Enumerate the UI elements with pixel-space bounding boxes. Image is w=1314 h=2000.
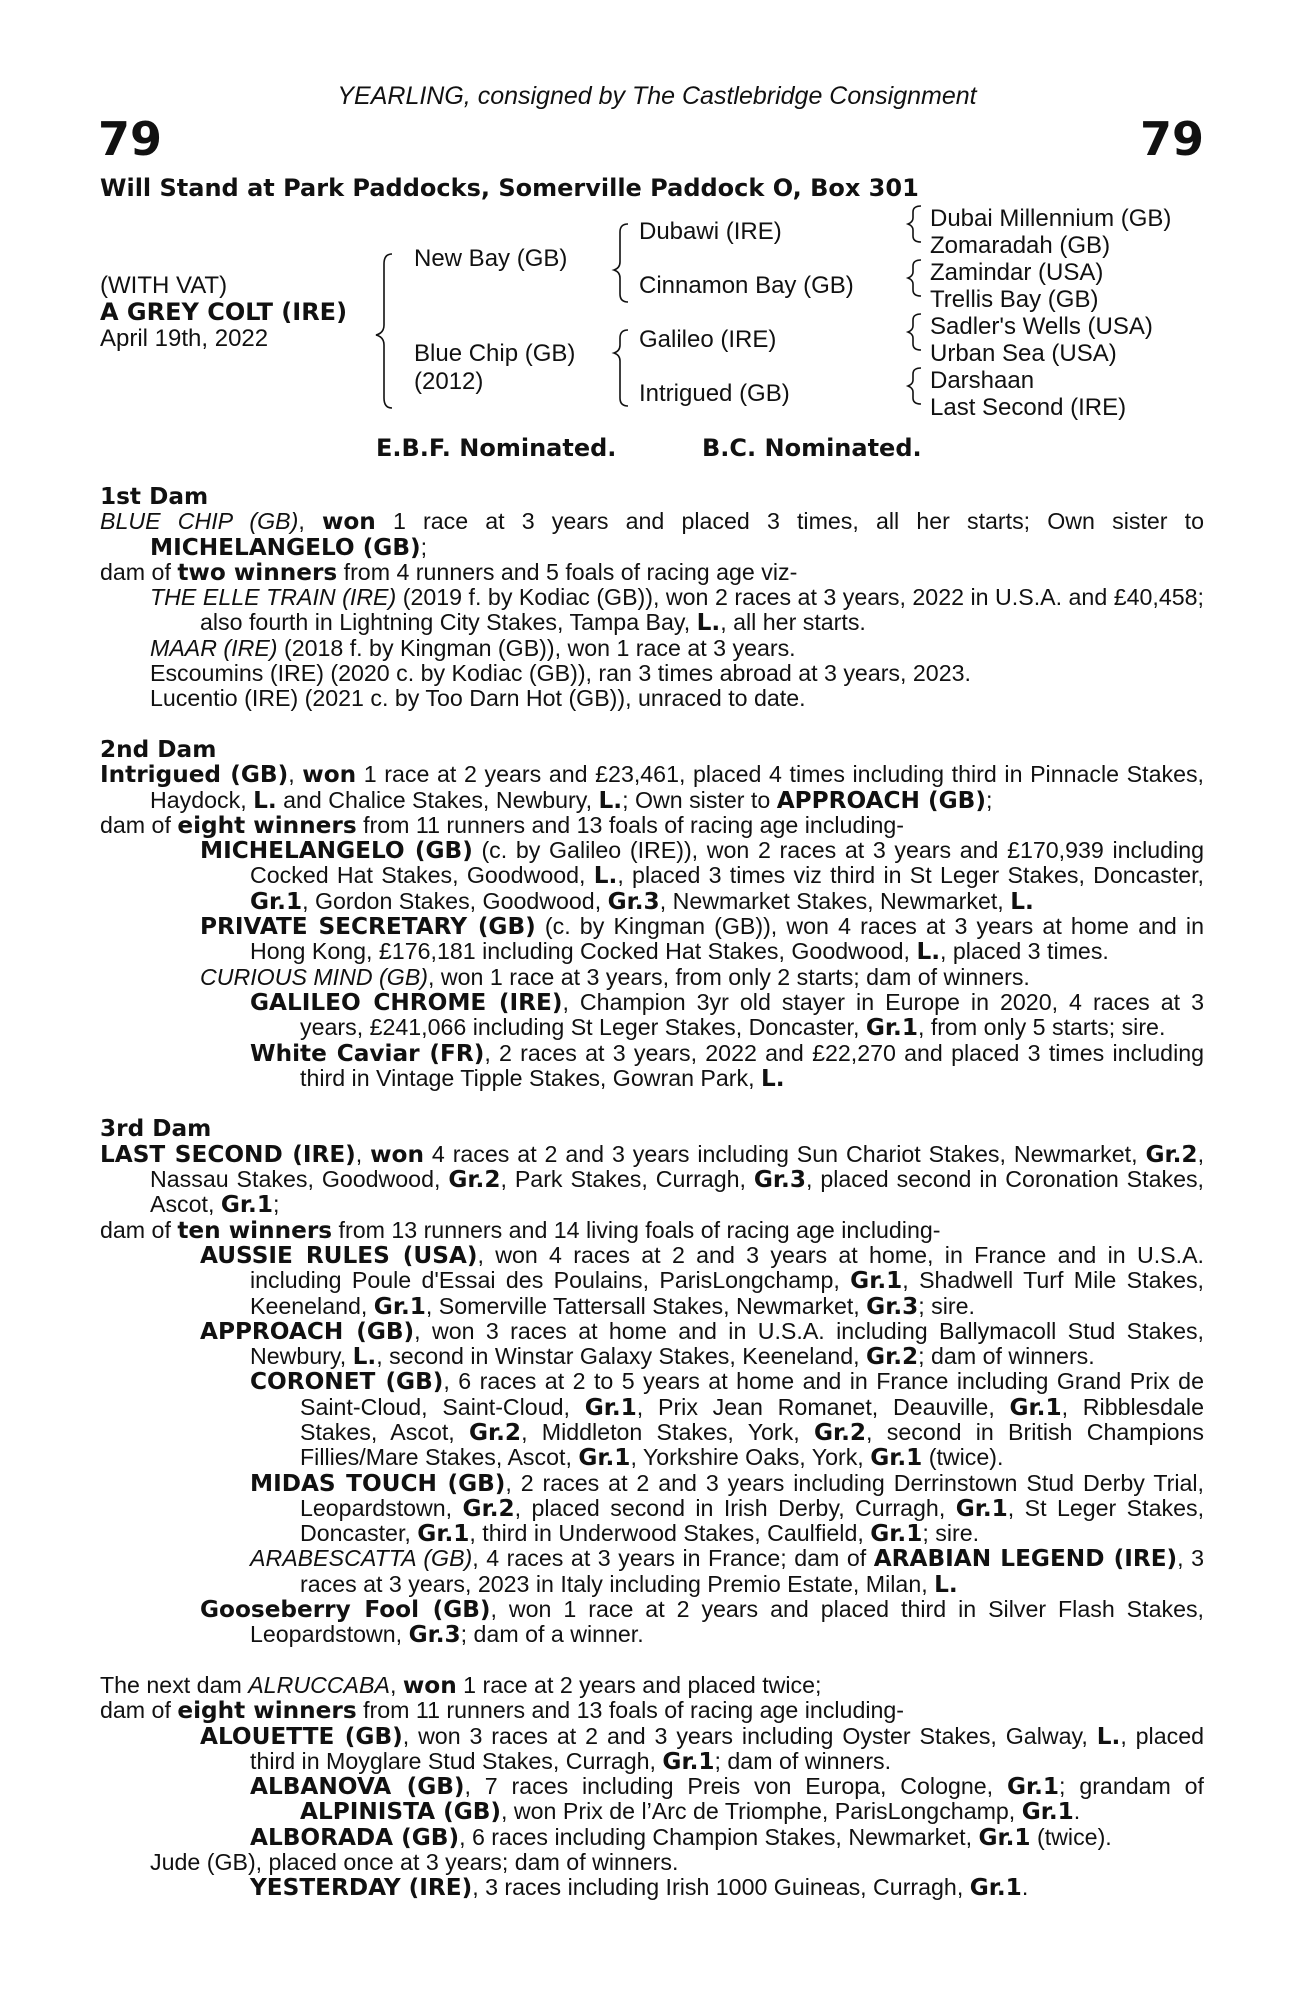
grandproduce-entry: ARABESCATTA (GB), 4 races at 3 years in France; dam of ARABIAN LEGEND (IRE), 3 races at 3 years, 2023 in Italy including Premio Estate, Milan, L. (250, 1545, 1205, 1598)
produce-entry: AUSSIE RULES (USA), won 4 races at 2 and 3 years at home, in France and in U.S.A. including Poule d'Essai des Poulains, ParisLongchamp, Gr.1, Shadwell Turf Mile Stakes, Keeneland, Gr.1, Somerville Tattersall Stakes, Newmarket, Gr.3; sire. (200, 1241, 1204, 1320)
pedigree-dam-year: (2012) (414, 368, 484, 395)
pedigree-sss: Dubai Millennium (GB) (930, 205, 1172, 232)
bc-nomination: B.C. Nominated. (702, 434, 922, 462)
pedigree-sire-sire: Dubawi (IRE) (639, 218, 782, 245)
produce-entry: PRIVATE SECRETARY (GB) (c. by Kingman (GB)), won 4 races at 3 years at home and in Hong Kong, £176,181 including Cocked Hat Stakes, Goodwood, L., placed 3 times. (200, 913, 1204, 966)
third-dam-record: LAST SECOND (IRE), won 4 races at 2 and 3 years including Sun Chariot Stakes, Newmarket, Gr.2, Nassau Stakes, Goodwood, Gr.2, Park Stakes, Curragh, Gr.3, placed second in Coronation Stakes, Ascot, Gr.1; (100, 1140, 1205, 1219)
grandproduce-entry: YESTERDAY (IRE), 3 races including Irish 1000 Guineas, Curragh, Gr.1. (250, 1874, 1029, 1902)
lot-number-right: 79 (1139, 112, 1204, 166)
next-dam-record: The next dam ALRUCCABA, won 1 race at 2 years and placed twice; (100, 1671, 822, 1699)
produce-entry: Escoumins (IRE) (2020 c. by Kodiac (GB)), ran 3 times abroad at 3 years, 2023. (150, 660, 971, 687)
grandproduce-entry: CORONET (GB), 6 races at 2 to 5 years at home and in France including Grand Prix de Saint-Cloud, Saint-Cloud, Gr.1, Prix Jean Romanet, Deauville, Gr.1, Ribblesdale Stakes, Ascot, Gr.2, Middleton Stakes, York, Gr.2, second in British Champions Fillies/Mare Stakes, Ascot, Gr.1, Yorkshire Oaks, York, Gr.1 (twice). (250, 1368, 1204, 1472)
pedigree-dsd: Urban Sea (USA) (930, 340, 1117, 367)
stand-location: Will Stand at Park Paddocks, Somerville Paddock O, Box 301 (100, 174, 919, 202)
pedigree-dds: Darshaan (930, 367, 1035, 394)
pedigree-dam-sire: Galileo (IRE) (639, 326, 777, 353)
vat-note: (WITH VAT) (100, 272, 228, 299)
pedigree-sdd: Trellis Bay (GB) (930, 286, 1099, 313)
pedigree-ssd: Zomaradah (GB) (930, 232, 1111, 259)
second-dam-heading: 2nd Dam (100, 735, 217, 763)
next-dam-produce-intro: dam of eight winners from 11 runners and 13 foals of racing age including- (100, 1697, 905, 1725)
first-dam-heading: 1st Dam (100, 483, 209, 510)
produce-entry: APPROACH (GB), won 3 races at home and in U.S.A. including Ballymacoll Stud Stakes, Newbury, L., second in Winstar Galaxy Stakes, Keeneland, Gr.2; dam of winners. (200, 1317, 1204, 1371)
pedigree-sire: New Bay (GB) (414, 245, 568, 272)
grandproduce-entry: MIDAS TOUCH (GB), 2 races at 2 and 3 years including Derrinstown Stud Derby Trial, Leopardstown, Gr.2, placed second in Irish Derby, Curragh, Gr.1, St Leger Stakes, Doncaster, Gr.1, third in Underwood Stakes, Caulfield, Gr.1; sire. (250, 1469, 1205, 1548)
produce-entry: Lucentio (IRE) (2021 c. by Too Darn Hot (GB)), unraced to date. (150, 685, 806, 712)
third-dam-produce-intro: dam of ten winners from 13 runners and 14 living foals of racing age including- (100, 1216, 941, 1244)
produce-entry: MAAR (IRE) (2018 f. by Kingman (GB)), won 1 race at 3 years. (150, 634, 796, 661)
grandproduce-entry: GALILEO CHROME (IRE), Champion 3yr old stayer in Europe in 2020, 4 races at 3 years, £241,066 including St Leger Stakes, Doncaster, Gr.1, from only 5 starts; sire. (250, 988, 1204, 1042)
grandproduce-entry: ALBORADA (GB), 6 races including Champion Stakes, Newmarket, Gr.1 (twice). (250, 1823, 1112, 1851)
ebf-nomination: E.B.F. Nominated. (376, 434, 617, 462)
lot-description: A GREY COLT (IRE) (100, 298, 348, 326)
second-dam-record: Intrigued (GB), won 1 race at 2 years and £23,461, placed 4 times including third in Pinnacle Stakes, Haydock, L. and Chalice Stakes, Newbury, L.; Own sister to APPROACH (GB); (100, 761, 1204, 814)
produce-entry: THE ELLE TRAIN (IRE) (2019 f. by Kodiac (GB)), won 2 races at 3 years, 2022 in U.S.A. and £40,458; also fourth in Lightning City Stakes, Tampa Bay, L., all her starts. (150, 584, 1204, 637)
produce-entry: ALOUETTE (GB), won 3 races at 2 and 3 years including Oyster Stakes, Galway, L., placed third in Moyglare Stud Stakes, Curragh, Gr.1; dam of winners. (200, 1722, 1204, 1775)
produce-entry: Jude (GB), placed once at 3 years; dam of winners. (150, 1849, 679, 1876)
catalogue-page-body (100, 484, 1204, 1901)
third-dam-heading: 3rd Dam (100, 1115, 212, 1143)
first-dam-name: BLUE CHIP (GB) (100, 508, 299, 535)
pedigree-dam-dam: Intrigued (GB) (639, 380, 790, 407)
pedigree-ddd: Last Second (IRE) (930, 394, 1127, 421)
pedigree-dss: Sadler's Wells (USA) (930, 313, 1153, 340)
first-dam-record: BLUE CHIP (GB), won 1 race at 3 years and placed 3 times, all her starts; Own sister to MICHELANGELO (GB); (100, 508, 1204, 561)
grandproduce-entry: White Caviar (FR), 2 races at 3 years, 2022 and £22,270 and placed 3 times including third in Vintage Tipple Stakes, Gowran Park, L. (250, 1039, 1205, 1092)
second-dam-produce-intro: dam of eight winners from 11 runners and 13 foals of racing age including- (100, 811, 905, 839)
grandproduce-entry: ALBANOVA (GB), 7 races including Preis von Europa, Cologne, Gr.1; grandam of ALPINISTA (GB), won Prix de l’Arc de Triomphe, ParisLongchamp, Gr.1. (250, 1773, 1204, 1826)
pedigree-sire-dam: Cinnamon Bay (GB) (639, 272, 854, 299)
foaling-date: April 19th, 2022 (100, 325, 269, 352)
produce-entry: CURIOUS MIND (GB), won 1 race at 3 years, from only 2 starts; dam of winners. (200, 963, 1030, 990)
first-dam-produce-intro: dam of two winners from 4 runners and 5 foals of racing age viz- (100, 558, 798, 586)
produce-entry: MICHELANGELO (GB) (c. by Galileo (IRE)), won 2 races at 3 years and £170,939 including Cocked Hat Stakes, Goodwood, L., placed 3 times viz third in St Leger Stakes, Doncaster, Gr.1, Gordon Stakes, Goodwood, Gr.3, Newmarket Stakes, Newmarket, L. (200, 837, 1204, 915)
lot-number-left: 79 (98, 112, 163, 166)
produce-entry: Gooseberry Fool (GB), won 1 race at 2 years and placed third in Silver Flash Stakes, Leopardstown, Gr.3; dam of a winner. (200, 1596, 1204, 1649)
consignment-header: YEARLING, consigned by The Castlebridge Consignment (337, 82, 977, 110)
pedigree-sds: Zamindar (USA) (930, 259, 1104, 286)
pedigree-dam: Blue Chip (GB) (414, 340, 576, 367)
